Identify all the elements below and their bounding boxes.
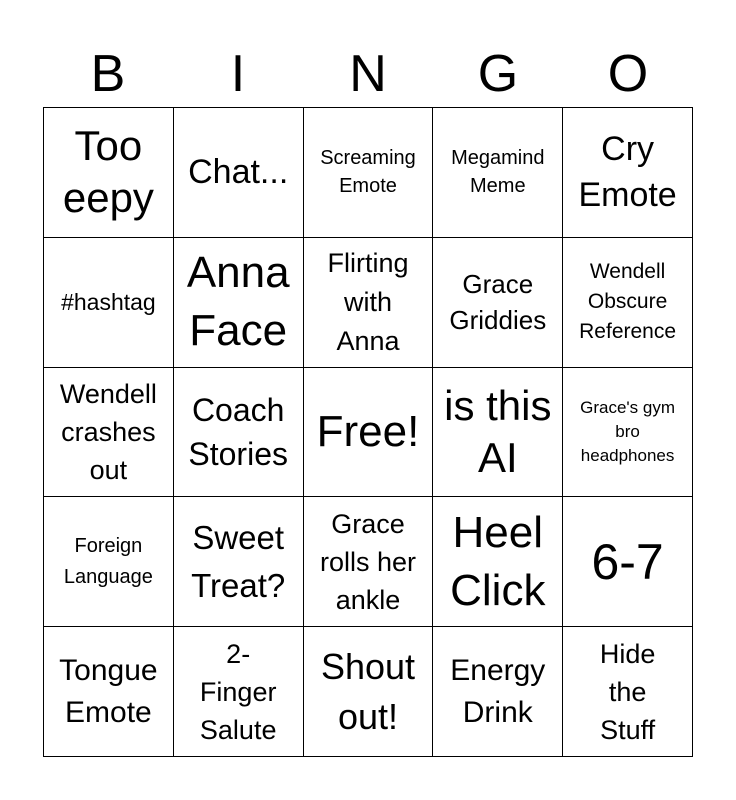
cell-label: is this AI	[444, 381, 552, 481]
cell-label: Grace Griddies	[449, 269, 547, 336]
bingo-cell-r3c5[interactable]	[563, 368, 693, 498]
cell-label: Grace rolls her ankle	[319, 508, 416, 615]
cell-label: Energy Drink	[450, 653, 546, 729]
header-letter-b: B	[90, 45, 126, 103]
bingo-cell-r5c1[interactable]	[44, 627, 174, 757]
bingo-cell-r4c3[interactable]	[304, 497, 434, 627]
cell-label: Hide the Stuff	[599, 638, 656, 745]
cell-label: 6-7	[591, 533, 664, 590]
cell-label: Flirting with Anna	[327, 247, 409, 356]
bingo-cell-r1c5[interactable]	[563, 108, 693, 238]
bingo-cell-r4c5[interactable]	[563, 497, 693, 627]
cell-label: Too eepy	[62, 122, 154, 222]
bingo-cell-r3c4[interactable]	[433, 368, 563, 498]
bingo-cell-r4c1[interactable]	[44, 497, 174, 627]
cell-label: Chat...	[188, 153, 289, 192]
bingo-cell-r4c4[interactable]	[433, 497, 563, 627]
cell-label: Tongue Emote	[59, 653, 158, 729]
cell-label: Wendell crashes out	[59, 378, 157, 485]
bingo-cell-r3c3[interactable]	[304, 368, 434, 498]
bingo-cell-r2c1[interactable]	[44, 238, 174, 368]
bingo-cell-r5c5[interactable]	[563, 627, 693, 757]
bingo-cell-r1c3[interactable]	[304, 108, 434, 238]
bingo-header	[43, 40, 693, 108]
bingo-cell-r2c5[interactable]	[563, 238, 693, 368]
cell-label: Cry Emote	[578, 130, 677, 215]
bingo-cell-r5c4[interactable]	[433, 627, 563, 757]
cell-label: Sweet Treat?	[191, 518, 286, 604]
header-letter-o: O	[607, 45, 649, 103]
bingo-cell-r3c2[interactable]	[174, 368, 304, 498]
cell-label: Coach Stories	[188, 391, 288, 472]
bingo-cell-r3c1[interactable]	[44, 368, 174, 498]
cell-label: Megamind Meme	[451, 147, 545, 198]
cell-label: Screaming Emote	[320, 147, 416, 198]
cell-label: #hashtag	[61, 289, 156, 316]
cell-label: Foreign Language	[63, 534, 153, 588]
cell-label: Heel Click	[450, 507, 546, 615]
bingo-cell-r5c3[interactable]	[304, 627, 434, 757]
bingo-cell-r4c2[interactable]	[174, 497, 304, 627]
bingo-cell-r2c3[interactable]	[304, 238, 434, 368]
cell-label: Wendell Obscure Reference	[579, 260, 677, 344]
header-letter-n: N	[349, 45, 387, 103]
bingo-board	[43, 107, 693, 757]
bingo-cell-r1c4[interactable]	[433, 108, 563, 238]
cell-label: Anna Face	[186, 248, 290, 356]
bingo-cell-r5c2[interactable]	[174, 627, 304, 757]
cell-label: Grace's gym bro headphones	[580, 397, 676, 465]
cell-label: Shout out!	[320, 645, 416, 737]
cell-label: 2- Finger Salute	[199, 638, 277, 745]
bingo-cell-r2c2[interactable]	[174, 238, 304, 368]
bingo-cell-r1c1[interactable]	[44, 108, 174, 238]
bingo-cell-r2c4[interactable]	[433, 238, 563, 368]
cell-label: Free!	[316, 406, 420, 456]
header-letter-g: G	[477, 45, 519, 103]
bingo-cell-r1c2[interactable]	[174, 108, 304, 238]
header-letter-i: I	[230, 45, 246, 103]
